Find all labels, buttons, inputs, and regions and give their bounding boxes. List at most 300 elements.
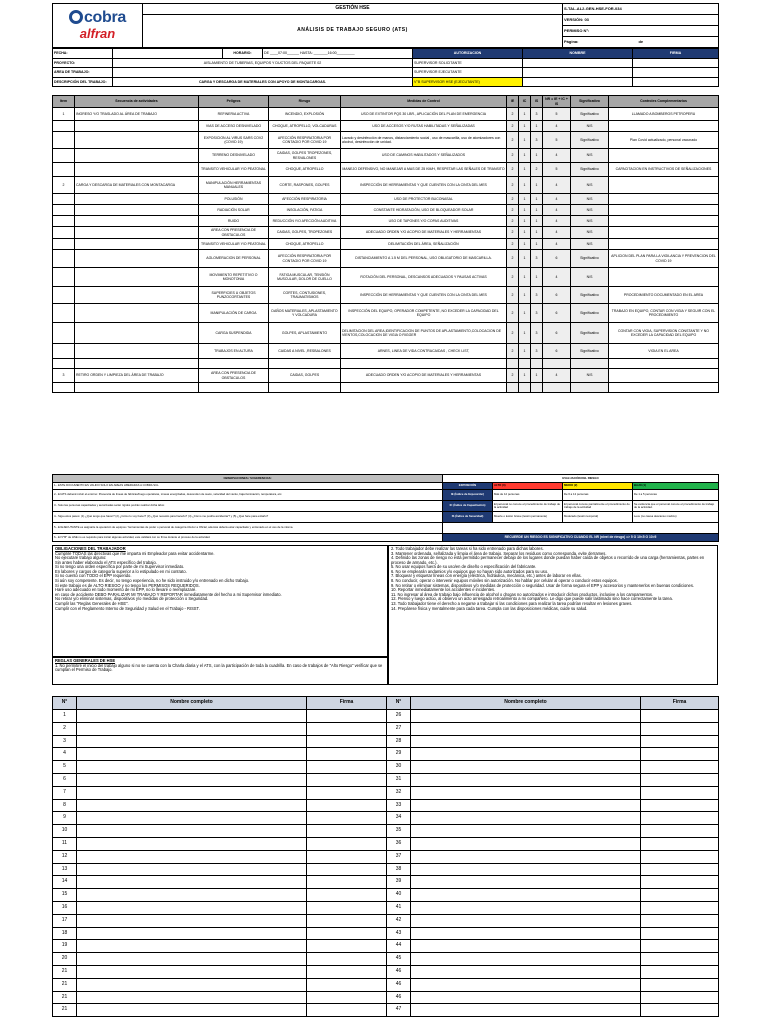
activity-controles[interactable]: Plan Covid actualizado, personal vacunado — [609, 132, 719, 149]
activity-peligros[interactable]: AREA CON PRESENCIA DE OBSTACULOS — [199, 369, 269, 383]
activity-medidas[interactable]: INSPECCIÓN DE HERRAMIENTAS Y QUE CUENTEN CON LA CINTA DEL MES — [341, 177, 507, 194]
participant-signature-field[interactable] — [307, 735, 387, 748]
activity-secuencia[interactable]: INGRESO Y/O TRASLADO AL ÁREA DE TRABAJO — [75, 108, 199, 121]
activity-peligros[interactable]: POLUSIÓN — [199, 194, 269, 205]
activity-ic[interactable]: 1 — [519, 216, 531, 227]
activity-is[interactable]: 3 — [531, 344, 543, 359]
participant-name-field[interactable] — [77, 761, 307, 774]
activity-riesgo[interactable]: CHOQUE, ATROPELLO — [269, 239, 341, 250]
activity-significativo[interactable]: Significativo — [571, 287, 609, 304]
activity-medidas[interactable]: MANEJO DEFENSIVO, NO MANEJAR A MAS DE 25 KM/H, RESPETAR LAS SEÑALES DE TRANSITO — [341, 163, 507, 177]
activity-riesgo[interactable]: REDUCCIÓN Y/O AFECCIÓN AUDITIVA — [269, 216, 341, 227]
participant-name-field[interactable] — [77, 735, 307, 748]
participant-signature-field[interactable] — [641, 940, 719, 953]
participant-name-field[interactable] — [411, 825, 641, 838]
participant-signature-field[interactable] — [307, 799, 387, 812]
activity-significativo[interactable]: N/S — [571, 239, 609, 250]
participant-signature-field[interactable] — [307, 710, 387, 723]
activity-controles[interactable] — [609, 205, 719, 216]
activity-ie[interactable]: 2 — [507, 369, 519, 383]
participant-signature-field[interactable] — [641, 825, 719, 838]
participant-signature-field[interactable] — [641, 876, 719, 889]
supervisor-ejecutante-sign[interactable] — [633, 68, 719, 78]
activity-ic[interactable]: 1 — [519, 149, 531, 163]
activity-medidas[interactable]: USO DE PROTECTOR BUCONASAL — [341, 194, 507, 205]
activity-medidas[interactable]: ROTACIÓN DEL PERSONAL, DESCANSOS ADECUADOS Y PAUSAS ACTIVAS — [341, 268, 507, 287]
activity-secuencia[interactable] — [75, 323, 199, 344]
participant-name-field[interactable] — [77, 876, 307, 889]
activity-controles[interactable]: CONTAR CON VIGIA, SUPERVISION CONSTANTE Y NO EXCEDER LA CAPACIDAD DEL EQUIPO — [609, 323, 719, 344]
activity-riesgo[interactable]: CORTES, CONTUSIONES, TRAUMATISMOS — [269, 287, 341, 304]
participant-name-field[interactable] — [411, 927, 641, 940]
activity-riesgo[interactable]: CAIDAS A NIVEL ,RESBALONES — [269, 344, 341, 359]
activity-ie[interactable]: 2 — [507, 287, 519, 304]
supervisor-solicitante-sign[interactable] — [633, 58, 719, 68]
activity-ic[interactable]: 1 — [519, 369, 531, 383]
participant-signature-field[interactable] — [641, 773, 719, 786]
participant-name-field[interactable] — [411, 991, 641, 1004]
participant-name-field[interactable] — [411, 773, 641, 786]
participant-name-field[interactable] — [77, 812, 307, 825]
activity-medidas[interactable]: INSPECCIÓN DEL EQUIPO, OPERADOR COMPETENTE, NO EXCEDER LA CAPACIDAD DEL EQUIPO — [341, 304, 507, 323]
activity-ic[interactable]: 1 — [519, 268, 531, 287]
activity-ie[interactable]: 2 — [507, 250, 519, 268]
participant-name-field[interactable] — [77, 773, 307, 786]
participant-signature-field[interactable] — [641, 901, 719, 914]
activity-medidas[interactable]: USO DE TAPONES Y/O COPAS AUDITIVAS — [341, 216, 507, 227]
participant-signature-field[interactable] — [641, 965, 719, 978]
activity-ie[interactable]: 2 — [507, 108, 519, 121]
participant-name-field[interactable] — [411, 748, 641, 761]
activity-medidas[interactable]: DELIMITACION DEL AREA,IDENTIFICACION DE PUNTOS DE APLASTAMIENTO,COLOCACION DE VIENTOS,COLOCACION DE VIGIA O RIGGER — [341, 323, 507, 344]
activity-peligros[interactable]: SUPERFICIES U OBJETOS PUNZOCORTANTES — [199, 287, 269, 304]
horario-value[interactable]: DE ____07:00______ HASTA: _______16:00_________ — [263, 49, 413, 59]
activity-significativo[interactable]: N/S — [571, 121, 609, 132]
participant-name-field[interactable] — [411, 1004, 641, 1017]
activity-significativo[interactable]: Significativo — [571, 132, 609, 149]
activity-ic[interactable]: 1 — [519, 194, 531, 205]
activity-secuencia[interactable] — [75, 163, 199, 177]
participant-name-field[interactable] — [411, 850, 641, 863]
activity-is[interactable]: 1 — [531, 268, 543, 287]
activity-is[interactable]: 1 — [531, 149, 543, 163]
participant-name-field[interactable] — [411, 914, 641, 927]
activity-ic[interactable]: 1 — [519, 177, 531, 194]
activity-ic[interactable]: 1 — [519, 205, 531, 216]
participant-name-field[interactable] — [411, 710, 641, 723]
activity-ie[interactable]: 2 — [507, 227, 519, 239]
activity-secuencia[interactable] — [75, 205, 199, 216]
activity-ie[interactable]: 2 — [507, 205, 519, 216]
activity-riesgo[interactable]: CHOQUE, ATROPELLO, VOLCADURAS — [269, 121, 341, 132]
activity-is[interactable]: 1 — [531, 194, 543, 205]
activity-ie[interactable] — [507, 359, 519, 369]
activity-ie[interactable]: 2 — [507, 194, 519, 205]
activity-ic[interactable]: 1 — [519, 108, 531, 121]
participant-signature-field[interactable] — [641, 735, 719, 748]
activity-riesgo[interactable]: CHOQUE, ATROPELLO — [269, 163, 341, 177]
activity-significativo[interactable] — [571, 359, 609, 369]
participant-signature-field[interactable] — [641, 722, 719, 735]
activity-controles[interactable]: CAPACITACION EN INSTRUCTIVOS DE SEÑALIZACIONES — [609, 163, 719, 177]
activity-peligros[interactable]: RUIDO — [199, 216, 269, 227]
activity-peligros[interactable]: EXPOSICION AL VIRUS SARS COV2 (COVID 19) — [199, 132, 269, 149]
participant-name-field[interactable] — [411, 978, 641, 991]
activity-controles[interactable] — [609, 216, 719, 227]
participant-signature-field[interactable] — [307, 863, 387, 876]
participant-signature-field[interactable] — [307, 889, 387, 902]
activity-is[interactable]: 1 — [531, 227, 543, 239]
activity-medidas[interactable]: USO DE CAMINOS HABILITADOS Y SEÑALIZADOS — [341, 149, 507, 163]
activity-riesgo[interactable]: GOLPES, APLASTAMIENTO — [269, 323, 341, 344]
participant-signature-field[interactable] — [641, 1004, 719, 1017]
participant-name-field[interactable] — [411, 837, 641, 850]
participant-name-field[interactable] — [77, 940, 307, 953]
activity-ie[interactable]: 2 — [507, 177, 519, 194]
activity-controles[interactable] — [609, 177, 719, 194]
activity-medidas[interactable]: DELIMITACIÓN DEL ÁREA, SEÑALIZACIÓN — [341, 239, 507, 250]
activity-medidas[interactable]: DISTANCIAMIENTO A 1.5 M DEL PERSONAL, USO OBLIGATORIO DE MASCARILLA. — [341, 250, 507, 268]
activity-controles[interactable] — [609, 369, 719, 383]
participant-name-field[interactable] — [77, 1004, 307, 1017]
participant-signature-field[interactable] — [307, 786, 387, 799]
activity-is[interactable]: 2 — [531, 163, 543, 177]
activity-ie[interactable]: 2 — [507, 216, 519, 227]
vb-supervisor-hse-sign[interactable] — [633, 77, 719, 87]
activity-item — [53, 132, 75, 149]
participant-name-field[interactable] — [411, 953, 641, 966]
autorizacion-header: AUTORIZACION — [413, 49, 523, 59]
participant-number: 20 — [53, 953, 77, 966]
activity-significativo[interactable]: N/S — [571, 227, 609, 239]
vb-supervisor-hse-name[interactable] — [523, 77, 633, 87]
participant-signature-field[interactable] — [307, 761, 387, 774]
activity-secuencia[interactable] — [75, 304, 199, 323]
participant-name-field[interactable] — [77, 710, 307, 723]
activity-ic[interactable]: 1 — [519, 344, 531, 359]
activity-ie[interactable]: 2 — [507, 304, 519, 323]
participant-signature-field[interactable] — [641, 812, 719, 825]
participant-signature-field[interactable] — [641, 837, 719, 850]
activity-riesgo[interactable]: FATIGA MUSCULAR, TENSIÓN MUSCULAR, DOLOR DE CUELLO — [269, 268, 341, 287]
participant-signature-field[interactable] — [641, 978, 719, 991]
activity-ic[interactable]: 1 — [519, 227, 531, 239]
activity-controles[interactable]: PROCEDIMIENTO DOCUMENTADO EN EL AREA — [609, 287, 719, 304]
activity-peligros[interactable] — [199, 359, 269, 369]
activity-significativo[interactable]: N/S — [571, 216, 609, 227]
activity-ie[interactable]: 2 — [507, 132, 519, 149]
activity-ie[interactable]: 2 — [507, 323, 519, 344]
activity-riesgo[interactable]: CAIDAS, GOLPES TROPEZONES, RESVALONES — [269, 149, 341, 163]
activity-is[interactable]: 3 — [531, 132, 543, 149]
participant-signature-field[interactable] — [641, 710, 719, 723]
activity-significativo[interactable]: N/S — [571, 149, 609, 163]
activity-significativo[interactable]: N/S — [571, 177, 609, 194]
participant-name-field[interactable] — [411, 889, 641, 902]
activity-significativo[interactable]: N/S — [571, 205, 609, 216]
activity-peligros[interactable]: TRANSITO VEHICULAR Y/O PEATONAL — [199, 239, 269, 250]
participant-name-field[interactable] — [77, 722, 307, 735]
activity-peligros[interactable]: MOVIMIENTO REPETITIVO O MONOTONIA — [199, 268, 269, 287]
participant-signature-field[interactable] — [641, 850, 719, 863]
participant-signature-field[interactable] — [307, 940, 387, 953]
participant-name-field[interactable] — [411, 863, 641, 876]
activity-controles[interactable] — [609, 268, 719, 287]
participant-signature-field[interactable] — [641, 863, 719, 876]
descripcion-value[interactable]: CARGA Y DESCARGA DE MATERIALES CON APOYO DE MONTACARGAS. — [113, 77, 413, 87]
observation-row — [53, 483, 719, 490]
participant-name-field[interactable] — [77, 799, 307, 812]
activity-riesgo[interactable]: DAÑOS MATERIALES, APLASTAMIENTO Y VOLCADURA — [269, 304, 341, 323]
participant-name-field[interactable] — [77, 863, 307, 876]
participant-name-field[interactable] — [77, 978, 307, 991]
activity-medidas[interactable]: ARNES, LINEA DE VIDA CONTRACAIDAS , CHECK LIST, — [341, 344, 507, 359]
area-value[interactable] — [113, 68, 413, 78]
activity-is[interactable]: 3 — [531, 108, 543, 121]
activity-controles[interactable] — [609, 121, 719, 132]
participant-signature-field[interactable] — [307, 722, 387, 735]
signature-row — [53, 735, 719, 748]
risk-medio-indice-capacitacion: El personal conoce parcialmente el procedimiento de trabajo de la actividad — [563, 501, 633, 512]
activity-ie[interactable]: 2 — [507, 344, 519, 359]
activity-significativo[interactable]: Significativo — [571, 304, 609, 323]
obligation-item: 7. Bloquear y etiquetar líneas con energía (eléctrica, hidráulica, mecánica, etc.) antes de laborar en ellas. — [391, 573, 582, 579]
supervisor-solicitante-name[interactable] — [523, 58, 633, 68]
activity-peligros[interactable]: REFINERIA ACTIVA — [199, 108, 269, 121]
activity-controles[interactable] — [609, 359, 719, 369]
activity-controles[interactable] — [609, 194, 719, 205]
activity-secuencia[interactable] — [75, 149, 199, 163]
signature-table — [52, 696, 719, 1017]
participant-name-field[interactable] — [77, 889, 307, 902]
activity-ic[interactable] — [519, 383, 531, 393]
participant-signature-field[interactable] — [641, 914, 719, 927]
participant-name-field[interactable] — [411, 940, 641, 953]
activity-secuencia[interactable] — [75, 121, 199, 132]
activity-peligros[interactable]: TRABAJOS EN ALTURA — [199, 344, 269, 359]
activity-ic[interactable]: 1 — [519, 163, 531, 177]
participant-name-field[interactable] — [77, 748, 307, 761]
activity-controles[interactable]: TRABAJO EN EQUIPO, CONTAR CON VIGIA Y SEGUIR CON EL PROCEDIMIENTO — [609, 304, 719, 323]
activity-ic[interactable] — [519, 359, 531, 369]
participant-signature-field[interactable] — [641, 953, 719, 966]
activity-significativo[interactable]: N/S — [571, 369, 609, 383]
activity-is[interactable]: 1 — [531, 239, 543, 250]
participant-name-field[interactable] — [411, 761, 641, 774]
activity-riesgo[interactable]: CORTE, RASPONES, GOLPES — [269, 177, 341, 194]
participant-name-field[interactable] — [411, 799, 641, 812]
activity-is[interactable]: 1 — [531, 177, 543, 194]
participant-name-field[interactable] — [411, 876, 641, 889]
activity-controles[interactable] — [609, 149, 719, 163]
participant-signature-field[interactable] — [641, 927, 719, 940]
participant-signature-field[interactable] — [307, 825, 387, 838]
activity-is[interactable] — [531, 383, 543, 393]
activity-significativo[interactable]: Significativo — [571, 344, 609, 359]
activity-secuencia[interactable] — [75, 287, 199, 304]
activity-secuencia[interactable]: CARGA Y DESCARGA DE MATERIALES CON MONTACARGA — [75, 177, 199, 194]
participant-signature-field[interactable] — [307, 953, 387, 966]
participant-name-field[interactable] — [77, 850, 307, 863]
supervisor-ejecutante-name[interactable] — [523, 68, 633, 78]
activity-medidas[interactable]: Lavado y desinfección de manos, distanciamiento social , uso de mascarilla, uso de atomizadores con alcohol, desinfección de unidad. — [341, 132, 507, 149]
participant-name-field[interactable] — [411, 812, 641, 825]
participant-signature-field[interactable] — [307, 812, 387, 825]
activity-ic[interactable]: 1 — [519, 250, 531, 268]
activity-riesgo[interactable]: INCENDIO, EXPLOSIÓN — [269, 108, 341, 121]
activity-secuencia[interactable] — [75, 132, 199, 149]
participant-signature-field[interactable] — [307, 1004, 387, 1017]
participant-name-field[interactable] — [77, 825, 307, 838]
participant-signature-field[interactable] — [307, 978, 387, 991]
activity-peligros[interactable]: AREA CON PRESENCIA DE OBSTACULOS — [199, 227, 269, 239]
participant-signature-field[interactable] — [307, 965, 387, 978]
participant-name-field[interactable] — [77, 914, 307, 927]
participant-name-field[interactable] — [77, 837, 307, 850]
activity-secuencia[interactable] — [75, 227, 199, 239]
participant-signature-field[interactable] — [307, 837, 387, 850]
activity-ie[interactable] — [507, 383, 519, 393]
participant-signature-field[interactable] — [307, 927, 387, 940]
activity-significativo[interactable]: Significativo — [571, 163, 609, 177]
activity-peligros[interactable]: CARGA SUSPENDIDA — [199, 323, 269, 344]
activity-riesgo[interactable]: CAIDAS, GOLPES, TROPEZONES — [269, 227, 341, 239]
activity-riesgo[interactable] — [269, 383, 341, 393]
activity-ic[interactable]: 1 — [519, 287, 531, 304]
participant-number: 43 — [387, 927, 411, 940]
participant-name-field[interactable] — [411, 786, 641, 799]
activity-controles[interactable]: LLAMADO A BOMBEROS PETROPERU — [609, 108, 719, 121]
activity-medidas[interactable] — [341, 383, 507, 393]
activity-is[interactable]: 3 — [531, 250, 543, 268]
activity-significativo[interactable] — [571, 383, 609, 393]
activity-is[interactable] — [531, 359, 543, 369]
activity-peligros[interactable]: MANIPULACIÓN DE CARGA — [199, 304, 269, 323]
activity-ic[interactable]: 1 — [519, 121, 531, 132]
participant-signature-field[interactable] — [641, 991, 719, 1004]
activity-medidas[interactable]: CONSTANTE HIDRATACIÓN, USO DE BLOQUEADOR SOLAR — [341, 205, 507, 216]
activity-controles[interactable]: APLICION DEL PLAN PARA LA VIGILANCIA Y PREVENCION DEL COVID 19 — [609, 250, 719, 268]
activity-secuencia[interactable] — [75, 216, 199, 227]
activity-peligros[interactable]: MANIPULACIÓN HERRAMIENTAS MANUALES — [199, 177, 269, 194]
activity-ic[interactable]: 1 — [519, 323, 531, 344]
activity-ic[interactable]: 1 — [519, 239, 531, 250]
activity-medidas[interactable] — [341, 359, 507, 369]
participant-signature-field[interactable] — [307, 773, 387, 786]
participant-signature-field[interactable] — [641, 786, 719, 799]
activity-peligros[interactable]: TRANSITO VEHICULAR Y/O PEATONAL — [199, 163, 269, 177]
participant-name-field[interactable] — [77, 786, 307, 799]
activity-significativo[interactable]: Significativo — [571, 323, 609, 344]
activity-secuencia[interactable] — [75, 359, 199, 369]
activity-significativo[interactable]: N/S — [571, 194, 609, 205]
activity-peligros[interactable]: AGLOMERACION DE PERSONAL — [199, 250, 269, 268]
activity-peligros[interactable] — [199, 383, 269, 393]
activity-is[interactable]: 1 — [531, 216, 543, 227]
activity-is[interactable]: 3 — [531, 287, 543, 304]
activity-is[interactable]: 1 — [531, 121, 543, 132]
activity-ic[interactable]: 1 — [519, 132, 531, 149]
activity-medidas[interactable]: ADECUADO ORDEN Y/O ACOPIO DE MATERIALES Y HERRAMIENTAS — [341, 369, 507, 383]
activity-ie[interactable]: 2 — [507, 149, 519, 163]
participant-name-field[interactable] — [77, 953, 307, 966]
proyecto-value[interactable]: AISLAMIENTO DE TUBERIAS, EQUIPOS Y DUCTOS DEL PAQUETE 02 — [113, 58, 413, 68]
activity-is[interactable]: 1 — [531, 205, 543, 216]
activity-medidas[interactable]: USO DE EXTINTOR PQS 30 LBR., APLICACIÓN DEL PLAN DE EMERGENCIA — [341, 108, 507, 121]
activity-secuencia[interactable] — [75, 268, 199, 287]
activity-riesgo[interactable]: INSOLACIÓN, FATIGA — [269, 205, 341, 216]
activity-controles[interactable] — [609, 383, 719, 393]
activity-secuencia[interactable] — [75, 194, 199, 205]
activity-secuencia[interactable] — [75, 239, 199, 250]
activity-secuencia[interactable]: RETIRO ORDEN Y LIMPIEZA DEL ÁREA DE TRABAJO — [75, 369, 199, 383]
participant-signature-field[interactable] — [307, 748, 387, 761]
participant-signature-field[interactable] — [307, 991, 387, 1004]
activity-is[interactable]: 1 — [531, 369, 543, 383]
participant-name-field[interactable] — [411, 965, 641, 978]
activity-ie[interactable]: 2 — [507, 121, 519, 132]
participant-name-field[interactable] — [77, 901, 307, 914]
activity-significativo[interactable]: Significativo — [571, 250, 609, 268]
activity-ic[interactable]: 1 — [519, 304, 531, 323]
activity-peligros[interactable]: RADIACIÓN SOLAR — [199, 205, 269, 216]
activity-medidas[interactable]: USO DE ACCESOS Y/O RUTAS HABILITADAS Y SEÑALIZADAS — [341, 121, 507, 132]
participant-name-field[interactable] — [411, 735, 641, 748]
activity-secuencia[interactable] — [75, 344, 199, 359]
participant-signature-field[interactable] — [307, 901, 387, 914]
participant-number: 30 — [387, 761, 411, 774]
participant-name-field[interactable] — [77, 927, 307, 940]
activity-riesgo[interactable]: AFECCIÓN RESPIRATORIA — [269, 194, 341, 205]
signature-row — [53, 748, 719, 761]
activity-ie[interactable]: 2 — [507, 239, 519, 250]
activity-riesgo[interactable]: AFECCIÓN RESPIRATORIA POR CONTAGIO POR COVID 19 — [269, 250, 341, 268]
activity-ie[interactable]: 2 — [507, 163, 519, 177]
fecha-value[interactable] — [113, 49, 223, 59]
participant-signature-field[interactable] — [307, 914, 387, 927]
risk-medio-exposicion: MEDIO (2) — [563, 483, 633, 490]
activity-controles[interactable] — [609, 227, 719, 239]
activity-secuencia[interactable] — [75, 383, 199, 393]
activity-riesgo[interactable]: CAIDAS, GOLPES — [269, 369, 341, 383]
activity-riesgo[interactable]: AFECCIÓN RESPIRATORIA POR CONTAGIO POR COVID 19 — [269, 132, 341, 149]
participant-signature-field[interactable] — [307, 876, 387, 889]
participant-name-field[interactable] — [411, 901, 641, 914]
participant-signature-field[interactable] — [641, 761, 719, 774]
activity-peligros[interactable]: VIAS DE ACCESO DESNIVELADO — [199, 121, 269, 132]
activity-ie[interactable]: 2 — [507, 268, 519, 287]
activity-significativo[interactable]: Significativo — [571, 108, 609, 121]
participant-signature-field[interactable] — [641, 799, 719, 812]
participant-name-field[interactable] — [77, 991, 307, 1004]
activity-controles[interactable]: VIGIA EN EL AREA — [609, 344, 719, 359]
participant-signature-field[interactable] — [307, 850, 387, 863]
activity-secuencia[interactable] — [75, 250, 199, 268]
participant-name-field[interactable] — [411, 722, 641, 735]
risk-alto-indice-exposicion: Más de 12 personas — [493, 490, 563, 501]
participant-name-field[interactable] — [77, 965, 307, 978]
activity-peligros[interactable]: TERRENO DESNIVELADO — [199, 149, 269, 163]
activity-riesgo[interactable] — [269, 359, 341, 369]
participant-signature-field[interactable] — [641, 889, 719, 902]
activity-is[interactable]: 3 — [531, 323, 543, 344]
participant-signature-field[interactable] — [641, 748, 719, 761]
activity-medidas[interactable]: ADECUADO ORDEN Y/O ACOPIO DE MATERIALES Y HERRAMIENTAS — [341, 227, 507, 239]
activity-is[interactable]: 3 — [531, 304, 543, 323]
activity-controles[interactable] — [609, 239, 719, 250]
activity-significativo[interactable]: N/S — [571, 268, 609, 287]
activity-medidas[interactable]: INSPECCIÓN DE HERRAMIENTAS Y QUE CUENTEN CON LA CINTA DEL MES — [341, 287, 507, 304]
